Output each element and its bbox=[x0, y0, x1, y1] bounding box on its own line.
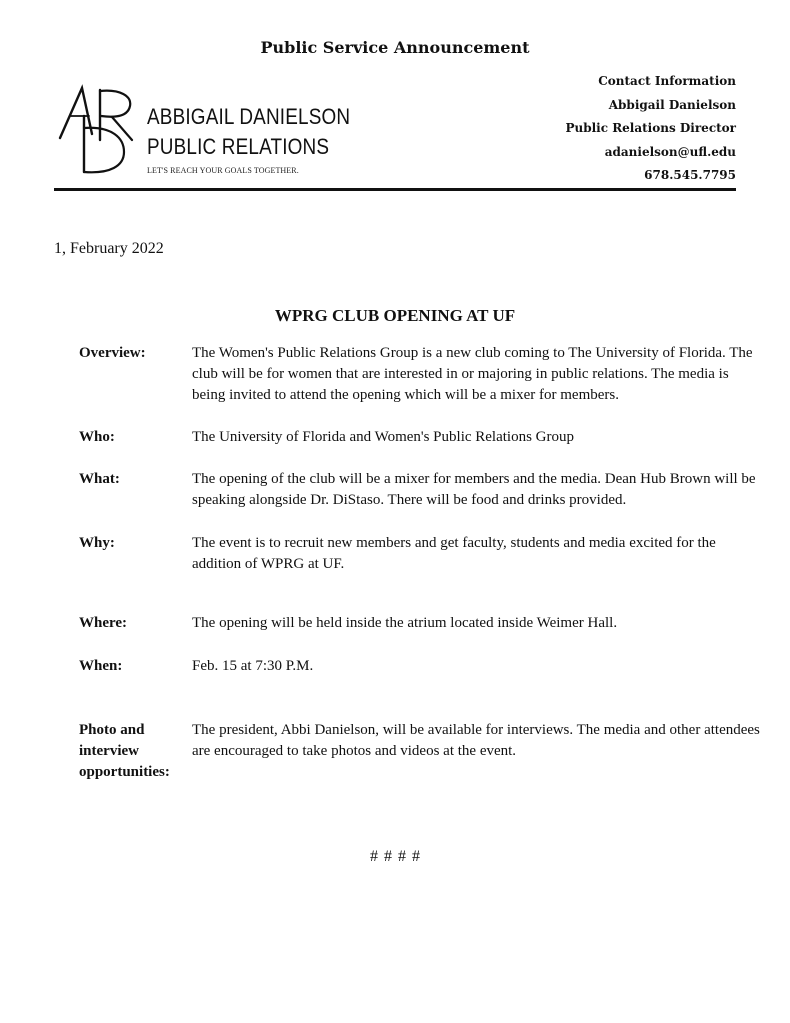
section-label: Why: bbox=[79, 535, 115, 551]
contact-name: Abbigail Danielson bbox=[608, 97, 736, 112]
section-label: Who: bbox=[79, 429, 115, 445]
brand-name-line1: ABBIGAIL DANIELSON bbox=[147, 104, 351, 129]
section-text: The president, Abbi Danielson, will be available for interviews. The media and other attendees are encouraged to take photos and videos at the event. bbox=[192, 722, 760, 759]
section-text: The event is to recruit new members and get faculty, students and media excited for the addition of WPRG at UF. bbox=[192, 535, 716, 572]
section-text: Feb. 15 at 7:30 P.M. bbox=[192, 658, 314, 674]
brand-name-line2: PUBLIC RELATIONS bbox=[147, 134, 330, 159]
section-label: When: bbox=[79, 658, 123, 674]
document-date: 1, February 2022 bbox=[54, 240, 164, 257]
section-text: The opening of the club will be a mixer for members and the media. Dean Hub Brown will be speaking alongside Dr. DiStaso. There will be food and drinks provided. bbox=[192, 471, 756, 508]
brand-tagline: LET'S REACH YOUR GOALS TOGETHER. bbox=[147, 166, 299, 175]
adp-monogram-logo-icon bbox=[58, 84, 148, 176]
section-label: Where: bbox=[79, 615, 128, 631]
section-label: Photo and interview opportunities: bbox=[79, 722, 170, 780]
contact-heading: Contact Information bbox=[598, 74, 736, 88]
logo-letters: ADP bbox=[58, 84, 61, 85]
section-label: What: bbox=[79, 471, 120, 487]
end-mark: # # # # bbox=[370, 848, 420, 865]
section-text: The Women's Public Relations Group is a new club coming to The University of Florida. The club will be for women that are interested in or majoring in public relations. The media is being invited to attend the opening which will be a mixer for members. bbox=[192, 345, 753, 403]
section-text: The University of Florida and Women's Public Relations Group bbox=[192, 429, 575, 445]
header-divider bbox=[54, 188, 736, 191]
contact-phone: 678.545.7795 bbox=[644, 168, 736, 182]
section-label: Overview: bbox=[79, 345, 146, 361]
headline: WPRG CLUB OPENING AT UF bbox=[274, 306, 516, 325]
document-title: Public Service Announcement bbox=[260, 38, 530, 57]
contact-email: adanielson@ufl.edu bbox=[604, 144, 736, 159]
contact-role: Public Relations Director bbox=[565, 121, 736, 135]
contact-block bbox=[565, 70, 736, 188]
section-text: The opening will be held inside the atrium located inside Weimer Hall. bbox=[192, 615, 618, 631]
